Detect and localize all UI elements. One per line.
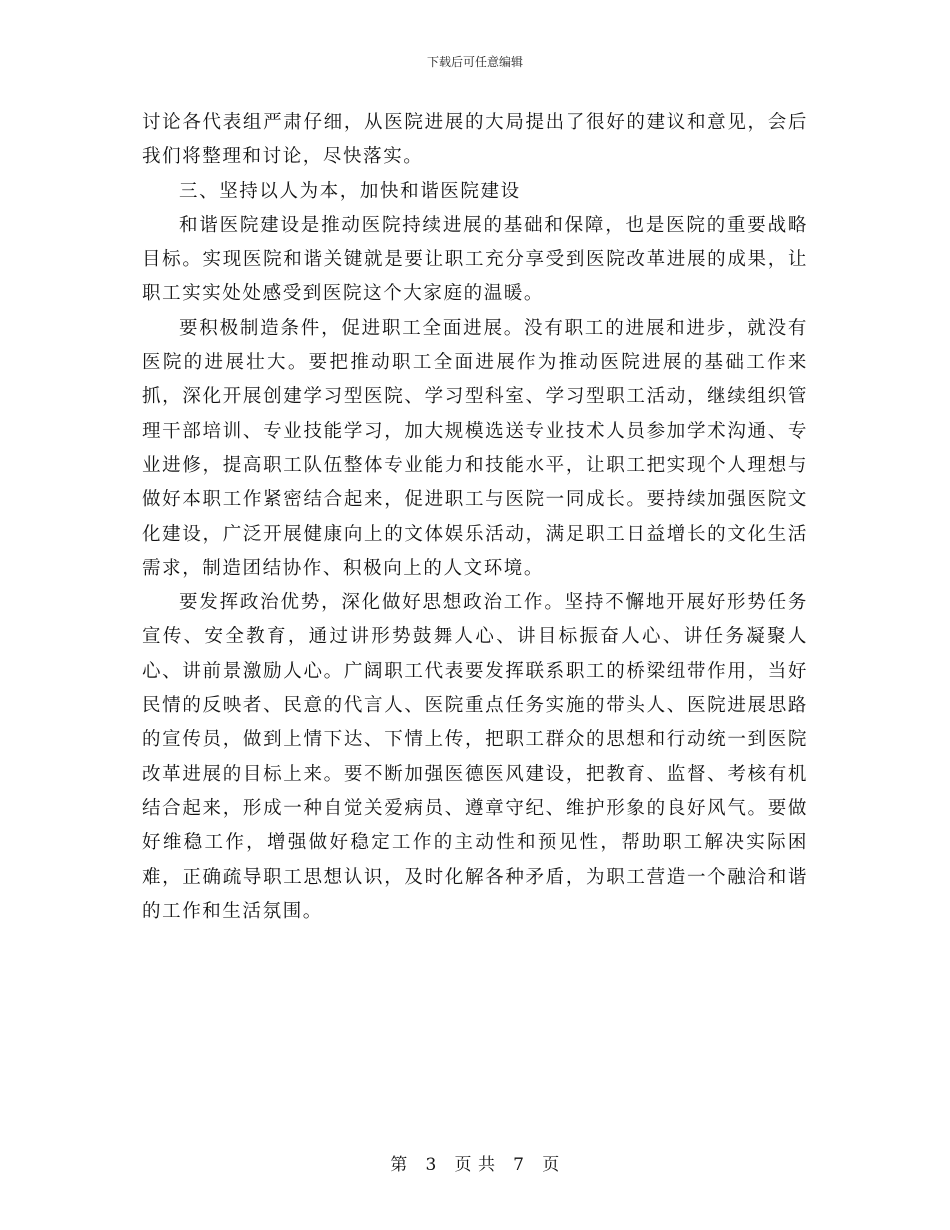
section-heading: 三、坚持以人为本，加快和谐医院建设 [179, 180, 521, 202]
document-body [142, 106, 808, 929]
paragraph-3: 要积极制造条件，促进职工全面进展。没有职工的进展和进步，就没有医院的进展壮大。要把推动职工全面进展作为推动医院进展的基础工作来抓，深化开展创建学习型医院、学习型科室、学习型职工活动，继续组织管理干部培训、专业技能学习，加大规模选送专业技术人员参加学术沟通、专业进修，提高职工队伍整体专业能力和技能水平，让职工把实现个人理想与做好本职工作紧密结合起来，促进职工与医院一同成长。要持续加强医院文化建设，广泛开展健康向上的文体娱乐活动，满足职工日益增长的文化生活需求，制造团结协作、积极向上的人文环境。 [142, 317, 808, 579]
paragraph-1: 讨论各代表组严肃仔细，从医院进展的大局提出了很好的建议和意见，会后我们将整理和讨论，尽快落实。 [142, 112, 808, 168]
page-header [0, 54, 950, 70]
paragraph-4: 要发挥政治优势，深化做好思想政治工作。坚持不懈地开展好形势任务宣传、安全教育，通过讲形势鼓舞人心、讲目标振奋人心、讲任务凝聚人心、讲前景激励人心。广阔职工代表要发挥联系职工的桥梁纽带作用，当好民情的反映者、民意的代言人、医院重点任务实施的带头人、医院进展思路的宣传员，做到上情下达、下情上传，把职工群众的思想和行动统一到医院改革进展的目标上来。要不断加强医德医风建设，把教育、监督、考核有机结合起来，形成一种自觉关爱病员、遵章守纪、维护形象的良好风气。要做好维稳工作，增强做好稳定工作的主动性和预见性，帮助职工解决实际困难，正确疏导职工思想认识，及时化解各种矛盾，为职工营造一个融洽和谐的工作和生活氛围。 [142, 592, 808, 922]
page-number: 3 [425, 1155, 437, 1175]
footer-middle: 页 共 [454, 1155, 496, 1175]
footer-prefix: 第 [390, 1155, 408, 1175]
header-text: 下载后可任意编辑 [426, 55, 523, 69]
total-pages: 7 [513, 1155, 525, 1175]
footer-suffix: 页 [542, 1155, 560, 1175]
paragraph-2: 和谐医院建设是推动医院持续进展的基础和保障，也是医院的重要战略目标。实现医院和谐关键就是要让职工充分享受到医院改革进展的成果，让职工实实处处感受到医院这个大家庭的温暖。 [142, 214, 808, 305]
page-footer [0, 1154, 950, 1176]
